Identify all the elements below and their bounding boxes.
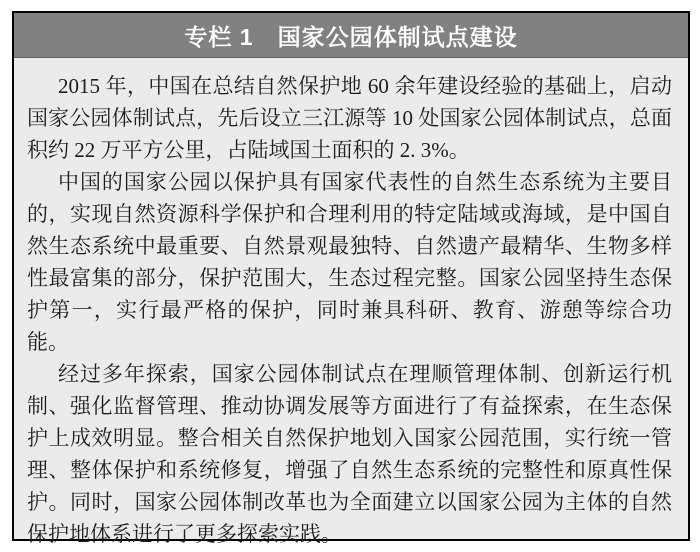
column-box-header [14, 13, 688, 58]
paragraph-park-definition: 中国的国家公园以保护具有国家代表性的自然生态系统为主要目的，实现自然资源科学保护和合理利用的特定陆域或海域，是中国自然生态系统中最重要、自然景观最独特、自然遗产最精华、生物多样性最富集的部分，保护范围大，生态过程完整。国家公园坚持生态保护第一，实行最严格的保护，同时兼具科研、教育、游憩等综合功能。 [27, 170, 672, 354]
paragraph-reform-exploration: 经过多年探索，国家公园体制试点在理顺管理体制、创新运行机制、强化监督管理、推动协调发展等方面进行了有益探索，在生态保护上成效明显。整合相关自然保护地划入国家公园范围，实行统一管理、整体保护和系统修复，增强了自然生态系统的完整性和原真性保护。同时，国家公园体制改革也为全面建立以国家公园为主体的自然保护地体系进行了更多探索实践。 [27, 362, 672, 546]
column-box [12, 11, 690, 546]
column-box-body [14, 58, 688, 550]
paragraph-pilot-launch: 2015 年，中国在总结自然保护地 60 余年建设经验的基础上，启动国家公园体制试点，先后设立三江源等 10 处国家公园体制试点，总面积约 22 万平方公里，占陆域国土面积的 2. 3%。 [27, 74, 672, 162]
column-box-title: 专栏 1 国家公园体制试点建设 [184, 23, 518, 50]
